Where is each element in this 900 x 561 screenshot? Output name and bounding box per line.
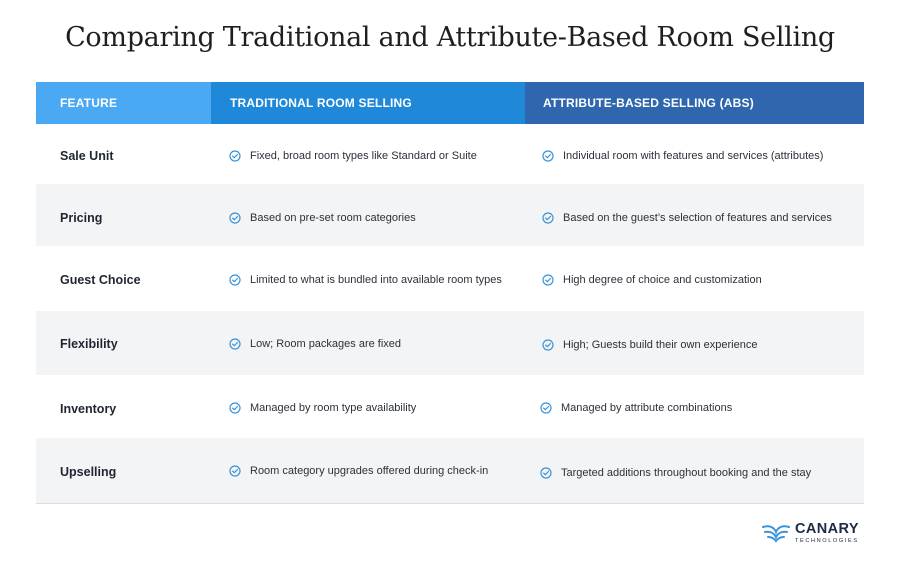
table-row <box>36 184 864 246</box>
check-circle-icon <box>542 274 554 286</box>
canary-logo <box>762 522 859 544</box>
check-circle-icon <box>542 339 554 351</box>
cell-text: Room category upgrades offered during check-in <box>250 465 489 477</box>
abs-cell <box>542 339 757 351</box>
page-title: Comparing Traditional and Attribute-Based Room Selling <box>65 22 835 53</box>
check-circle-icon <box>229 212 241 224</box>
cell-text: Low; Room packages are fixed <box>250 338 402 350</box>
canary-wing-icon <box>762 523 790 543</box>
logo-name: CANARY <box>795 521 859 537</box>
table-row <box>36 311 864 375</box>
cell-text: Fixed, broad room types like Standard or Suite <box>250 150 477 162</box>
traditional-cell <box>229 402 416 414</box>
traditional-cell <box>229 150 477 162</box>
check-circle-icon <box>229 274 241 286</box>
cell-text: Individual room with features and services (attributes) <box>563 150 824 162</box>
check-circle-icon <box>229 402 241 414</box>
cell-text: Managed by attribute combinations <box>561 402 733 414</box>
traditional-cell <box>229 212 416 224</box>
traditional-cell <box>229 465 488 477</box>
comparison-table <box>36 82 864 504</box>
header-traditional: TRADITIONAL ROOM SELLING <box>211 82 525 124</box>
cell-text: Based on pre-set room categories <box>250 212 416 224</box>
traditional-cell <box>229 338 401 350</box>
table-row <box>36 246 864 311</box>
check-circle-icon <box>542 212 554 224</box>
cell-text: Managed by room type availability <box>250 402 417 414</box>
table-row <box>36 124 864 184</box>
check-circle-icon <box>542 150 554 162</box>
cell-text: High degree of choice and customization <box>563 274 762 286</box>
cell-text: High; Guests build their own experience <box>563 339 758 351</box>
check-circle-icon <box>540 467 552 479</box>
header-feature: FEATURE <box>36 82 211 124</box>
abs-cell <box>542 274 762 286</box>
table-row <box>36 438 864 503</box>
check-circle-icon <box>229 465 241 477</box>
traditional-cell <box>229 274 502 286</box>
table-row <box>36 375 864 438</box>
cell-text: Based on the guest’s selection of features and services <box>563 212 832 224</box>
feature-label: Upselling <box>60 465 117 479</box>
feature-label: Flexibility <box>60 337 118 351</box>
feature-label: Pricing <box>60 211 103 225</box>
abs-cell <box>542 150 823 162</box>
check-circle-icon <box>229 150 241 162</box>
abs-cell <box>542 212 832 224</box>
cell-text: Limited to what is bundled into available room types <box>250 274 502 286</box>
logo-subtitle: TECHNOLOGIES <box>795 537 859 544</box>
feature-label: Inventory <box>60 402 117 416</box>
feature-label: Guest Choice <box>60 273 141 287</box>
feature-label: Sale Unit <box>60 149 114 163</box>
abs-cell <box>540 402 732 414</box>
check-circle-icon <box>540 402 552 414</box>
abs-cell <box>540 467 811 479</box>
cell-text: Targeted additions throughout booking and the stay <box>561 467 812 479</box>
header-abs: ATTRIBUTE-BASED SELLING (ABS) <box>525 82 864 124</box>
check-circle-icon <box>229 338 241 350</box>
